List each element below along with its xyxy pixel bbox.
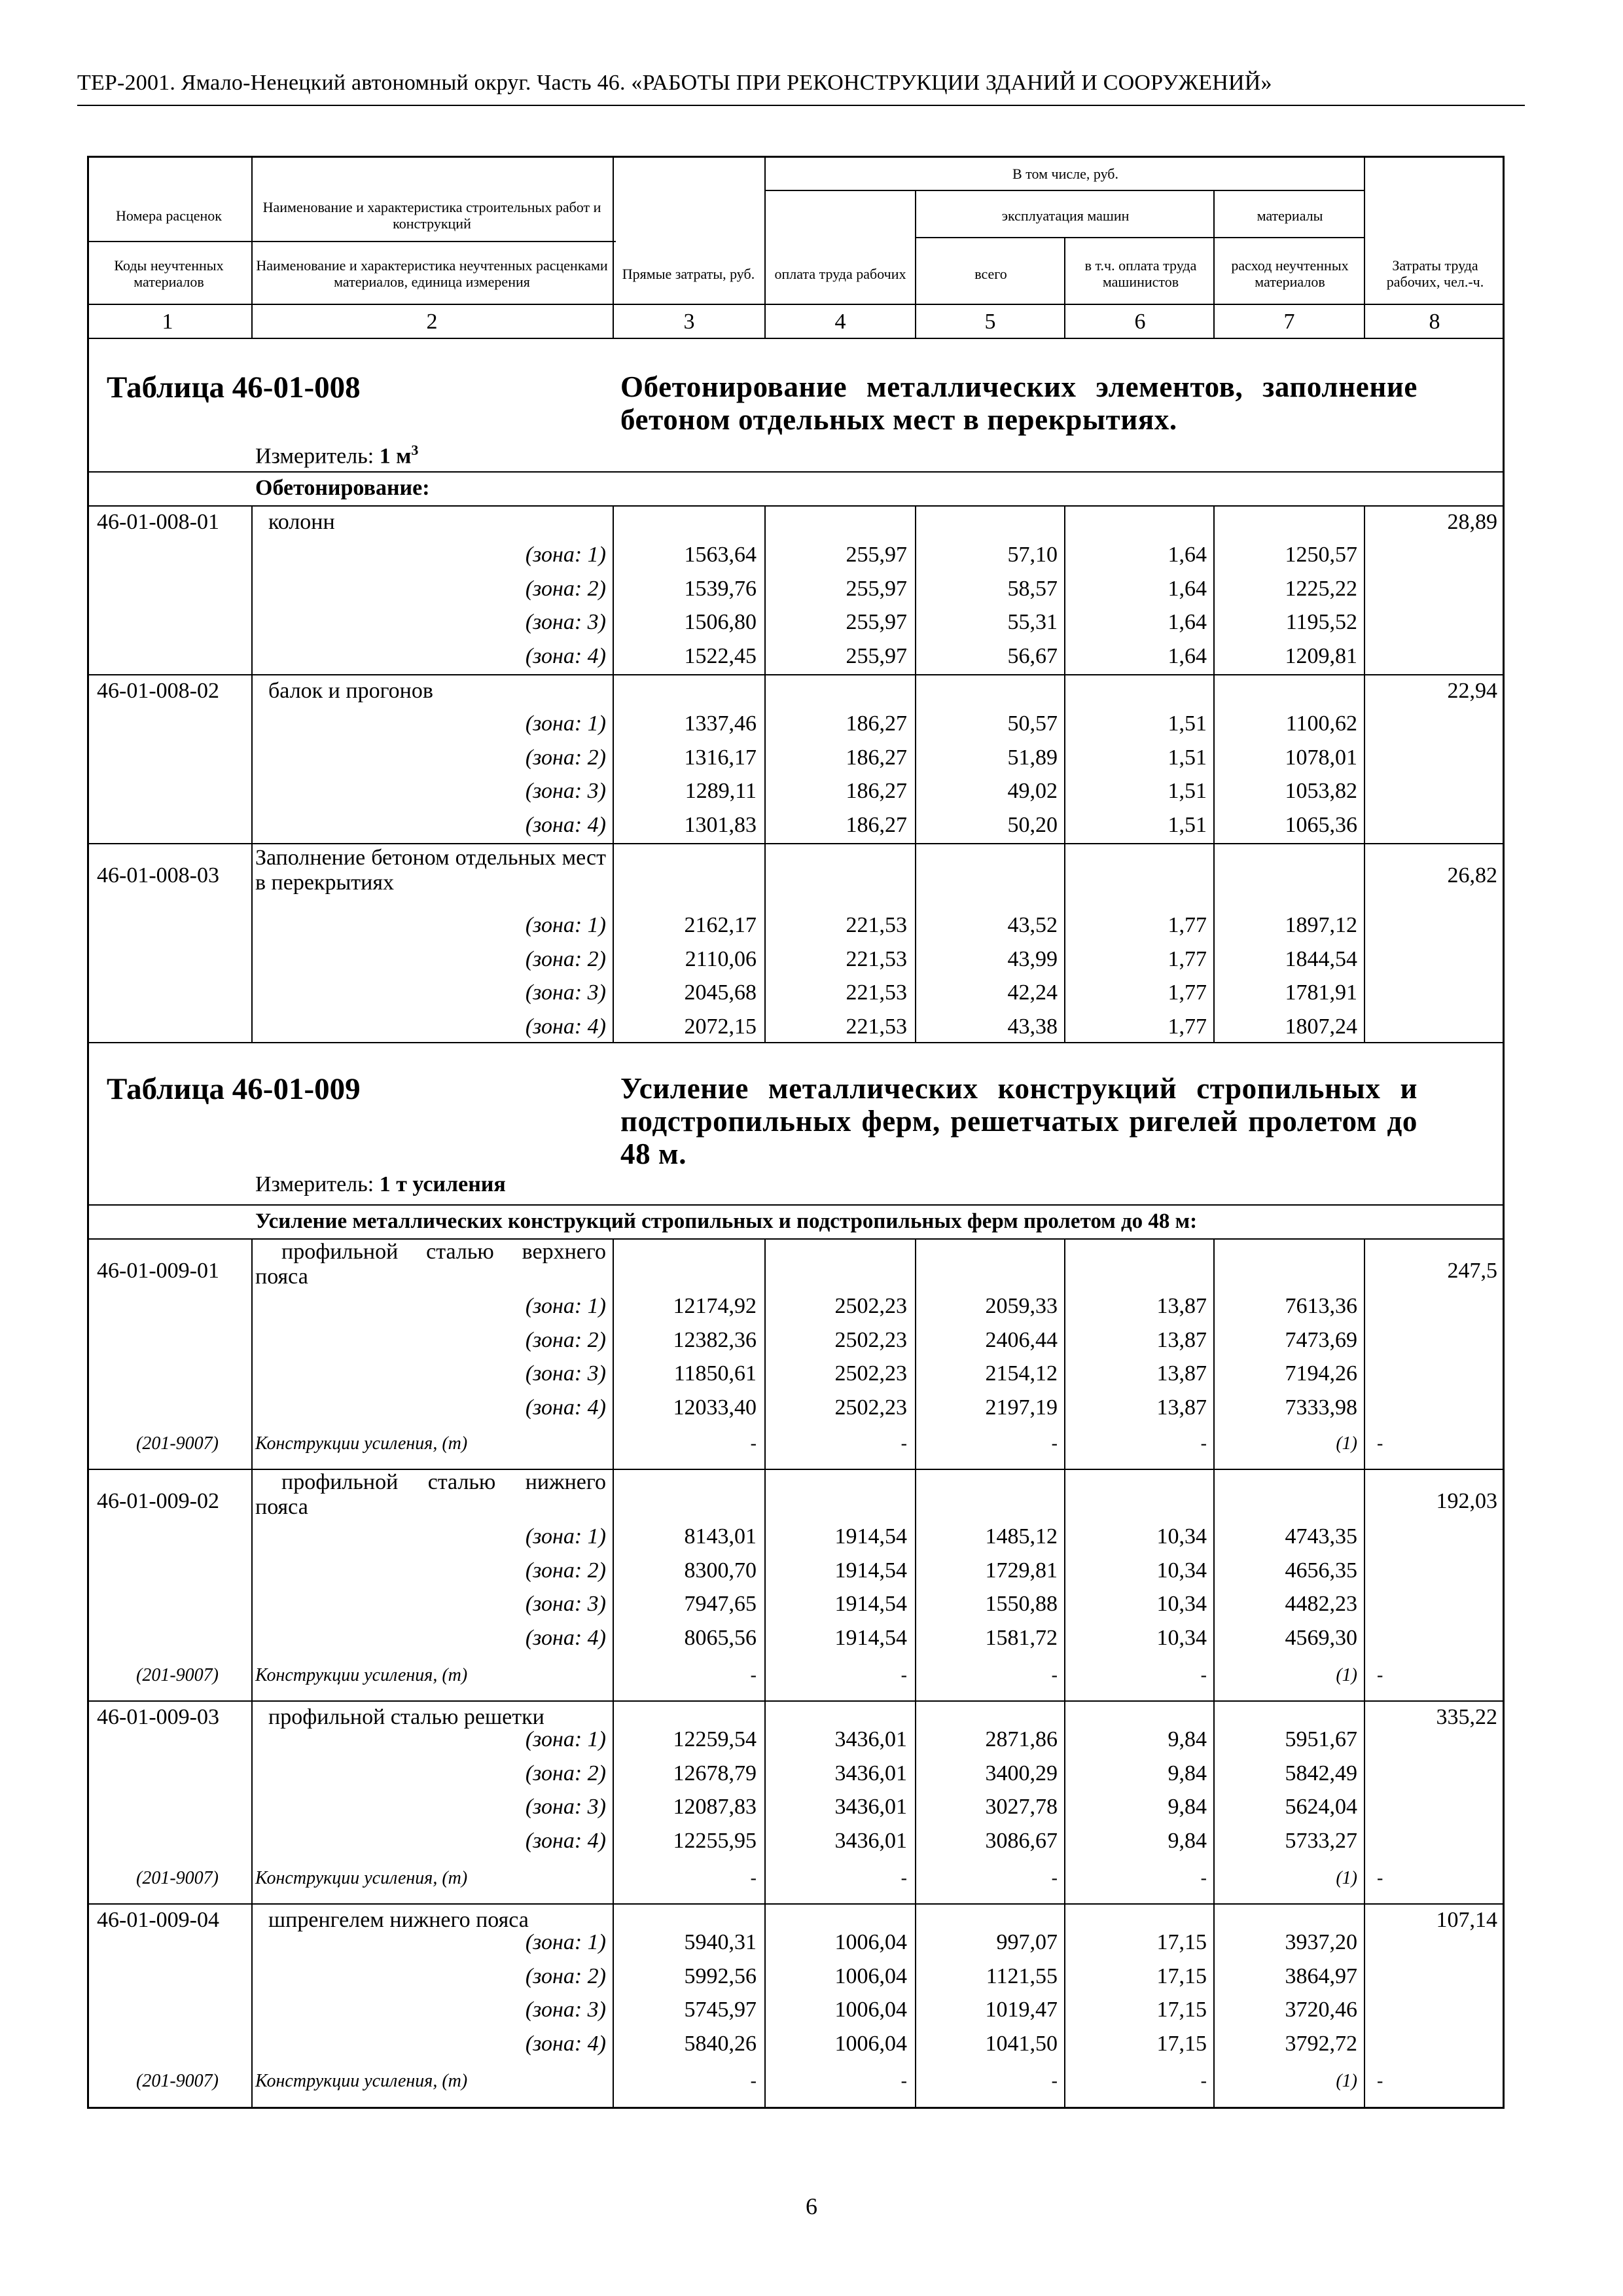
direct-cost: 1506,80 [684, 610, 757, 634]
direct-cost: 12174,92 [673, 1294, 757, 1318]
rate-code: 46-01-009-03 [97, 1705, 219, 1729]
labor-cost: - [1377, 1665, 1383, 1685]
machinist-pay: 9,84 [1168, 1761, 1207, 1785]
labor-pay: 2502,23 [834, 1294, 907, 1318]
machine-cost: 3400,29 [985, 1761, 1058, 1785]
col-machine-labor: в т.ч. оплата труда машинистов [1084, 257, 1197, 290]
material-quantity: (1) [1336, 1665, 1357, 1685]
zone-label: (зона: 2) [525, 1558, 606, 1583]
labor-pay: 1914,54 [834, 1524, 907, 1549]
labor-pay: 2502,23 [834, 1395, 907, 1420]
material-code: (201-9007) [136, 1433, 219, 1454]
page-number: 6 [806, 2193, 817, 2219]
machinist-pay: 9,84 [1168, 1727, 1207, 1751]
materials-cost: 1250,57 [1285, 543, 1357, 567]
zone-label: (зона: 3) [525, 980, 606, 1005]
zone-label: (зона: 4) [525, 643, 606, 668]
direct-cost: 1522,45 [684, 643, 757, 668]
rate-code: 46-01-009-04 [97, 1908, 219, 1932]
machine-cost: - [1051, 1868, 1058, 1888]
materials-cost: 5842,49 [1285, 1761, 1357, 1785]
rate-code: 46-01-008-03 [97, 863, 219, 888]
labor-cost: 107,14 [1436, 1908, 1497, 1932]
labor-pay: 255,97 [846, 643, 907, 668]
table-title: Усиление металлических конструкций стропильных и подстропильных ферм, решетчатых ригелей пролетом до 48 м. [620, 1072, 1418, 1170]
machine-cost: - [1051, 2071, 1058, 2091]
material-code: (201-9007) [136, 1868, 219, 1888]
materials-cost: 7194,26 [1285, 1361, 1357, 1386]
col-number: 2 [426, 310, 438, 334]
materials-cost: 3792,72 [1285, 2031, 1357, 2056]
machinist-pay: - [1200, 2071, 1207, 2091]
machinist-pay: 1,64 [1168, 576, 1207, 601]
zone-label: (зона: 2) [525, 745, 606, 770]
direct-cost: 1301,83 [684, 812, 757, 837]
machinist-pay: 17,15 [1156, 1930, 1207, 1954]
work-name: профильной сталью решетки [268, 1705, 544, 1729]
direct-cost: 1289,11 [685, 779, 757, 803]
materials-cost: 4482,23 [1285, 1592, 1357, 1616]
labor-pay: 221,53 [846, 1014, 907, 1039]
labor-cost: - [1377, 2071, 1383, 2091]
labor-cost: - [1377, 1868, 1383, 1888]
measure-label: Измеритель: [255, 1172, 374, 1196]
zone-label: (зона: 4) [525, 1014, 606, 1039]
col-name-top: Наименование и характеристика строительных работ и конструкций [262, 199, 601, 232]
labor-pay: 186,27 [846, 711, 907, 736]
zone-label: (зона: 3) [525, 1998, 606, 2022]
labor-pay: 3436,01 [834, 1795, 907, 1819]
material-name: Конструкции усиления, (т) [255, 2071, 468, 2091]
machine-cost: 2406,44 [985, 1327, 1058, 1352]
direct-cost: - [750, 2071, 757, 2091]
machinist-pay: 1,77 [1168, 913, 1207, 937]
direct-cost: 11850,61 [673, 1361, 757, 1386]
machine-cost: 43,99 [1007, 946, 1058, 971]
running-title: ТЕР-2001. Ямало-Ненецкий автономный округ. Часть 46. «РАБОТЫ ПРИ РЕКОНСТРУКЦИИ ЗДАНИЙ И СООРУЖЕНИЙ» [77, 71, 1272, 95]
direct-cost: 8065,56 [684, 1625, 757, 1650]
machinist-pay: 1,51 [1168, 812, 1207, 837]
col-number: 3 [683, 310, 695, 334]
materials-cost: 3864,97 [1285, 1964, 1357, 1988]
materials-cost: 7333,98 [1285, 1395, 1357, 1420]
zone-label: (зона: 1) [525, 1930, 606, 1954]
machine-cost: - [1051, 1665, 1058, 1685]
machinist-pay: 1,64 [1168, 643, 1207, 668]
machine-cost: 2871,86 [985, 1727, 1058, 1751]
materials-cost: 1053,82 [1285, 779, 1357, 803]
machine-cost: 56,67 [1007, 643, 1058, 668]
direct-cost: 1337,46 [684, 711, 757, 736]
work-name: Заполнение бетоном отдельных мест в перекрытиях [255, 846, 606, 895]
machinist-pay: 13,87 [1156, 1327, 1207, 1352]
materials-cost: 1781,91 [1285, 980, 1357, 1005]
labor-pay: 255,97 [846, 610, 907, 634]
zone-label: (зона: 4) [525, 1395, 606, 1420]
header-rule [77, 105, 1525, 106]
labor-cost: - [1377, 1433, 1383, 1454]
machine-cost: 57,10 [1007, 543, 1058, 567]
measure-unit [255, 437, 418, 469]
direct-cost: 5940,31 [684, 1930, 757, 1954]
col-code-bottom: Коды неучтенных материалов [114, 257, 224, 290]
materials-cost: 7613,36 [1285, 1294, 1357, 1318]
machine-cost: 50,20 [1007, 812, 1058, 837]
machinist-pay: 1,77 [1168, 946, 1207, 971]
direct-cost: 8143,01 [684, 1524, 757, 1549]
zone-label: (зона: 1) [525, 1727, 606, 1751]
labor-pay: 2502,23 [834, 1361, 907, 1386]
material-name: Конструкции усиления, (т) [255, 1433, 468, 1454]
machinist-pay: 10,34 [1156, 1625, 1207, 1650]
machinist-pay: 1,64 [1168, 543, 1207, 567]
col-name-bottom: Наименование и характеристика неучтенных расценками материалов, единица измерения [256, 257, 608, 290]
materials-cost: 1225,22 [1285, 576, 1357, 601]
direct-cost: 2045,68 [684, 980, 757, 1005]
labor-pay: 255,97 [846, 576, 907, 601]
machinist-pay: 1,51 [1168, 779, 1207, 803]
work-name: профильной сталью верхнего пояса [255, 1240, 606, 1289]
materials-cost: 4569,30 [1285, 1625, 1357, 1650]
machinist-pay: 17,15 [1156, 1964, 1207, 1988]
machinist-pay: 17,15 [1156, 1998, 1207, 2022]
zone-label: (зона: 2) [525, 946, 606, 971]
machine-cost: 3027,78 [985, 1795, 1058, 1819]
materials-cost: 1100,62 [1285, 711, 1357, 736]
zone-label: (зона: 2) [525, 576, 606, 601]
material-quantity: (1) [1336, 1433, 1357, 1454]
zone-label: (зона: 4) [525, 812, 606, 837]
col-number: 7 [1283, 310, 1295, 334]
machinist-pay: 1,51 [1168, 745, 1207, 770]
section-title: Усиление металлических конструкций стропильных и подстропильных ферм пролетом до 48 м: [255, 1210, 1198, 1233]
materials-cost: 3937,20 [1285, 1930, 1357, 1954]
machine-cost: 1121,55 [986, 1964, 1058, 1988]
direct-cost: - [750, 1433, 757, 1454]
rate-code: 46-01-008-02 [97, 679, 219, 703]
labor-pay: 221,53 [846, 980, 907, 1005]
machine-cost: 43,38 [1007, 1014, 1058, 1039]
labor-pay: 1006,04 [834, 2031, 907, 2056]
machinist-pay: 1,77 [1168, 980, 1207, 1005]
col-number: 5 [984, 310, 996, 334]
machine-cost: 1041,50 [985, 2031, 1058, 2056]
work-name: балок и прогонов [268, 679, 433, 703]
col-number: 1 [162, 310, 173, 334]
direct-cost: 12678,79 [673, 1761, 757, 1785]
rate-code: 46-01-008-01 [97, 510, 219, 534]
machine-cost: 997,07 [996, 1930, 1058, 1954]
machine-cost: 50,57 [1007, 711, 1058, 736]
section-title: Обетонирование: [255, 476, 430, 500]
materials-cost: 5733,27 [1285, 1828, 1357, 1853]
zone-label: (зона: 4) [525, 1828, 606, 1853]
labor-pay: 186,27 [846, 779, 907, 803]
labor-pay: 1914,54 [834, 1625, 907, 1650]
machine-cost: 49,02 [1007, 779, 1058, 803]
labor-pay: 3436,01 [834, 1828, 907, 1853]
machinist-pay: 13,87 [1156, 1395, 1207, 1420]
machinist-pay: 9,84 [1168, 1795, 1207, 1819]
table-number: Таблица 46-01-008 [107, 370, 361, 404]
material-name: Конструкции усиления, (т) [255, 1868, 468, 1888]
measure-unit [255, 1172, 506, 1198]
materials-cost: 1078,01 [1285, 745, 1357, 770]
measure-sup: 3 [411, 442, 419, 458]
labor-pay: 186,27 [846, 745, 907, 770]
machine-cost: 2059,33 [985, 1294, 1058, 1318]
zone-label: (зона: 2) [525, 1327, 606, 1352]
machine-cost: 1581,72 [985, 1625, 1058, 1650]
direct-cost: 1539,76 [684, 576, 757, 601]
zone-label: (зона: 2) [525, 1761, 606, 1785]
col-number: 6 [1134, 310, 1146, 334]
labor-pay: 1006,04 [834, 1998, 907, 2022]
col-number: 4 [834, 310, 846, 334]
labor-pay: 186,27 [846, 812, 907, 837]
direct-cost: 12033,40 [673, 1395, 757, 1420]
direct-cost: 1316,17 [684, 745, 757, 770]
machine-cost: 2154,12 [985, 1361, 1058, 1386]
labor-pay: 1914,54 [834, 1592, 907, 1616]
labor-pay: 2502,23 [834, 1327, 907, 1352]
machine-cost: 1550,88 [985, 1592, 1058, 1616]
direct-cost: - [750, 1665, 757, 1685]
labor-pay: 1006,04 [834, 1930, 907, 1954]
col-including: В том числе, руб. [1012, 165, 1118, 182]
direct-cost: 7947,65 [684, 1592, 757, 1616]
materials-cost: 3720,46 [1285, 1998, 1357, 2022]
material-code: (201-9007) [136, 1665, 219, 1685]
machine-cost: 1729,81 [985, 1558, 1058, 1583]
materials-cost: 1065,36 [1285, 812, 1357, 837]
machinist-pay: 1,77 [1168, 1014, 1207, 1039]
zone-label: (зона: 3) [525, 779, 606, 803]
material-code: (201-9007) [136, 2071, 219, 2091]
zone-label: (зона: 3) [525, 1592, 606, 1616]
labor-pay: 3436,01 [834, 1727, 907, 1751]
labor-pay: 3436,01 [834, 1761, 907, 1785]
direct-cost: 12087,83 [673, 1795, 757, 1819]
materials-cost: 1807,24 [1285, 1014, 1357, 1039]
direct-cost: 2162,17 [684, 913, 757, 937]
work-name: шпренгелем нижнего пояса [268, 1908, 529, 1932]
direct-cost: 12382,36 [673, 1327, 757, 1352]
machinist-pay: - [1200, 1665, 1207, 1685]
machine-cost: 1485,12 [985, 1524, 1058, 1549]
direct-cost: 5992,56 [684, 1964, 757, 1988]
machine-cost: 3086,67 [985, 1828, 1058, 1853]
machinist-pay: 17,15 [1156, 2031, 1207, 2056]
machine-cost: 58,57 [1007, 576, 1058, 601]
material-name: Конструкции усиления, (т) [255, 1665, 468, 1685]
direct-cost: 5840,26 [684, 2031, 757, 2056]
machinist-pay: 10,34 [1156, 1592, 1207, 1616]
col-materials: материалы [1257, 207, 1323, 224]
zone-label: (зона: 4) [525, 1625, 606, 1650]
col-machine-total: всего [974, 265, 1007, 282]
machine-cost: 51,89 [1007, 745, 1058, 770]
machine-cost: 43,52 [1007, 913, 1058, 937]
zone-label: (зона: 3) [525, 1361, 606, 1386]
machine-cost: 42,24 [1007, 980, 1058, 1005]
col-materials-unaccounted: расход неучтенных материалов [1231, 257, 1349, 290]
labor-cost: 192,03 [1436, 1489, 1497, 1513]
zone-label: (зона: 1) [525, 1524, 606, 1549]
materials-cost: 1897,12 [1285, 913, 1357, 937]
machinist-pay: - [1200, 1868, 1207, 1888]
col-number: 8 [1429, 310, 1440, 334]
machinist-pay: - [1200, 1433, 1207, 1454]
direct-cost: 12259,54 [673, 1727, 757, 1751]
direct-cost: 2110,06 [685, 946, 757, 971]
labor-pay: 255,97 [846, 543, 907, 567]
col-labor-pay: оплата труда рабочих [774, 265, 906, 282]
col-machine-ops: эксплуатация машин [1001, 207, 1130, 224]
machinist-pay: 9,84 [1168, 1828, 1207, 1853]
machinist-pay: 13,87 [1156, 1361, 1207, 1386]
direct-cost: 1563,64 [684, 543, 757, 567]
materials-cost: 1209,81 [1285, 643, 1357, 668]
machinist-pay: 10,34 [1156, 1524, 1207, 1549]
zone-label: (зона: 1) [525, 543, 606, 567]
work-name: колонн [268, 510, 335, 534]
rate-code: 46-01-009-02 [97, 1489, 219, 1513]
materials-cost: 1195,52 [1285, 610, 1357, 634]
labor-cost: 247,5 [1447, 1259, 1497, 1283]
material-quantity: (1) [1336, 1868, 1357, 1888]
col-labor-cost: Затраты труда рабочих, чел.-ч. [1386, 257, 1484, 290]
machine-cost: 1019,47 [985, 1998, 1058, 2022]
material-quantity: (1) [1336, 2071, 1357, 2091]
zone-label: (зона: 3) [525, 1795, 606, 1819]
measure-label: Измеритель: [255, 444, 374, 469]
direct-cost: 5745,97 [684, 1998, 757, 2022]
materials-cost: 5624,04 [1285, 1795, 1357, 1819]
zone-label: (зона: 4) [525, 2031, 606, 2056]
materials-cost: 4743,35 [1285, 1524, 1357, 1549]
labor-pay: - [901, 1868, 907, 1888]
zone-label: (зона: 3) [525, 610, 606, 634]
direct-cost: 2072,15 [684, 1014, 757, 1039]
machinist-pay: 1,64 [1168, 610, 1207, 634]
col-code-top: Номера расценок [116, 207, 222, 224]
rate-code: 46-01-009-01 [97, 1259, 219, 1283]
direct-cost: - [750, 1868, 757, 1888]
table-number: Таблица 46-01-009 [107, 1072, 361, 1106]
materials-cost: 5951,67 [1285, 1727, 1357, 1751]
measure-value: 1 т усиления [379, 1172, 506, 1196]
work-name: профильной сталью нижнего пояса [255, 1470, 606, 1519]
machinist-pay: 1,51 [1168, 711, 1207, 736]
labor-pay: - [901, 1665, 907, 1685]
labor-pay: - [901, 2071, 907, 2091]
materials-cost: 1844,54 [1285, 946, 1357, 971]
machinist-pay: 10,34 [1156, 1558, 1207, 1583]
materials-cost: 4656,35 [1285, 1558, 1357, 1583]
labor-pay: 221,53 [846, 913, 907, 937]
zone-label: (зона: 2) [525, 1964, 606, 1988]
labor-cost: 335,22 [1436, 1705, 1497, 1729]
direct-cost: 8300,70 [684, 1558, 757, 1583]
machine-cost: 55,31 [1007, 610, 1058, 634]
table-title: Обетонирование металлических элементов, заполнение бетоном отдельных мест в перекрытиях. [620, 370, 1418, 436]
machinist-pay: 13,87 [1156, 1294, 1207, 1318]
machine-cost: 2197,19 [985, 1395, 1058, 1420]
direct-cost: 12255,95 [673, 1828, 757, 1853]
zone-label: (зона: 1) [525, 913, 606, 937]
labor-cost: 26,82 [1447, 863, 1497, 888]
zone-label: (зона: 1) [525, 1294, 606, 1318]
zone-label: (зона: 1) [525, 711, 606, 736]
labor-pay: - [901, 1433, 907, 1454]
labor-cost: 22,94 [1447, 679, 1497, 703]
machine-cost: - [1051, 1433, 1058, 1454]
labor-pay: 1914,54 [834, 1558, 907, 1583]
col-direct-costs: Прямые затраты, руб. [622, 265, 755, 282]
measure-value: 1 м [379, 444, 412, 469]
labor-pay: 221,53 [846, 946, 907, 971]
materials-cost: 7473,69 [1285, 1327, 1357, 1352]
labor-cost: 28,89 [1447, 510, 1497, 534]
labor-pay: 1006,04 [834, 1964, 907, 1988]
